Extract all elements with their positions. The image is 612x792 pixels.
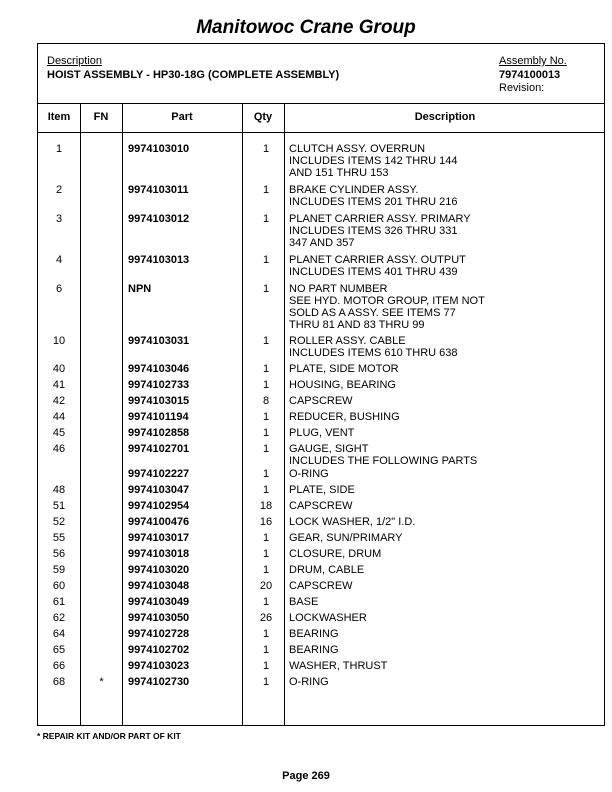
table-row: [38, 379, 604, 391]
part-number-cell: 9974103048: [128, 580, 190, 592]
description-cell: ROLLER ASSY. CABLE INCLUDES ITEMS 610 THRU 638: [289, 335, 458, 359]
table-row: [38, 612, 604, 624]
description-cell: CLUTCH ASSY. OVERRUN INCLUDES ITEMS 142 THRU 144 AND 151 THRU 153: [289, 143, 458, 179]
part-number-cell: 9974103017: [128, 532, 190, 544]
quantity-cell: 1: [262, 379, 270, 391]
table-row: [38, 395, 604, 407]
description-cell: DRUM, CABLE: [289, 564, 365, 576]
quantity-cell: 8: [262, 395, 270, 407]
item-cell: 48: [52, 484, 66, 496]
description-cell: PLATE, SIDE: [289, 484, 355, 496]
table-row: [38, 184, 604, 208]
parts-rows: [38, 139, 604, 688]
part-number-cell: 9974103020: [128, 564, 190, 576]
revision-label: Revision:: [499, 82, 545, 94]
item-cell: 1: [55, 143, 63, 155]
description-label: Description: [47, 55, 103, 67]
quantity-cell: 1: [262, 548, 270, 560]
quantity-cell: 1: [262, 484, 270, 496]
table-row: [38, 335, 604, 359]
table-row: [38, 468, 604, 480]
part-number-cell: 9974103010: [128, 143, 190, 155]
item-cell: 55: [52, 532, 66, 544]
item-cell: 68: [52, 676, 66, 688]
part-number-cell: 9974103012: [128, 213, 190, 225]
description-cell: BEARING: [289, 644, 339, 656]
quantity-cell: 1: [262, 532, 270, 544]
item-cell: 42: [52, 395, 66, 407]
table-row: [38, 443, 604, 467]
part-number-cell: NPN: [128, 283, 152, 295]
fn-cell: *: [99, 676, 104, 688]
part-number-cell: 9974103018: [128, 548, 190, 560]
footnote: * REPAIR KIT AND/OR PART OF KIT: [37, 731, 181, 741]
description-cell: O-RING: [289, 468, 329, 480]
description-cell: PLANET CARRIER ASSY. OUTPUT INCLUDES ITEMS 401 THRU 439: [289, 254, 466, 278]
description-cell: GAUGE, SIGHT INCLUDES THE FOLLOWING PARTS: [289, 443, 478, 467]
quantity-cell: 1: [262, 443, 270, 455]
quantity-cell: 1: [262, 254, 270, 266]
table-row: [38, 363, 604, 375]
quantity-cell: 1: [262, 283, 270, 295]
quantity-cell: 1: [262, 411, 270, 423]
item-cell: 66: [52, 660, 66, 672]
page-number: Page 269: [282, 770, 330, 782]
parts-list-table: [37, 43, 605, 726]
description-cell: HOUSING, BEARING: [289, 379, 396, 391]
part-number-cell: 9974103031: [128, 335, 190, 347]
table-row: [38, 628, 604, 640]
table-row: [38, 580, 604, 592]
table-row: [38, 143, 604, 179]
item-cell: 64: [52, 628, 66, 640]
part-number-cell: 9974102702: [128, 644, 190, 656]
quantity-cell: 1: [262, 363, 270, 375]
quantity-cell: 1: [262, 564, 270, 576]
table-row: [38, 660, 604, 672]
description-cell: PLANET CARRIER ASSY. PRIMARY INCLUDES ITEMS 326 THRU 331 347 AND 357: [289, 213, 471, 249]
item-cell: 4: [55, 254, 63, 266]
description-cell: BASE: [289, 596, 319, 608]
quantity-cell: 1: [262, 644, 270, 656]
column-header-description: Description: [414, 111, 476, 123]
description-cell: O-RING: [289, 676, 329, 688]
table-row: [38, 676, 604, 688]
quantity-cell: 1: [262, 660, 270, 672]
item-cell: 51: [52, 500, 66, 512]
item-cell: 56: [52, 548, 66, 560]
description-cell: LOCK WASHER, 1/2" I.D.: [289, 516, 416, 528]
item-cell: 3: [55, 213, 63, 225]
part-number-cell: 9974102730: [128, 676, 190, 688]
quantity-cell: 18: [259, 500, 273, 512]
part-number-cell: 9974101194: [128, 411, 189, 423]
item-cell: 61: [52, 596, 66, 608]
item-cell: 6: [55, 283, 63, 295]
quantity-cell: 1: [262, 468, 270, 480]
part-number-cell: 9974103011: [128, 184, 189, 196]
quantity-cell: 1: [262, 628, 270, 640]
description-cell: WASHER, THRUST: [289, 660, 388, 672]
table-row: [38, 411, 604, 423]
part-number-cell: 9974103046: [128, 363, 190, 375]
column-header-item: Item: [47, 111, 71, 123]
table-row: [38, 644, 604, 656]
table-row: [38, 427, 604, 439]
quantity-cell: 16: [259, 516, 273, 528]
part-number-cell: 9974103050: [128, 612, 190, 624]
item-cell: 10: [52, 335, 66, 347]
quantity-cell: 1: [262, 184, 270, 196]
assembly-number-value: 7974100013: [499, 69, 561, 81]
quantity-cell: 1: [262, 213, 270, 225]
description-cell: CAPSCREW: [289, 580, 353, 592]
description-cell: BEARING: [289, 628, 339, 640]
description-cell: LOCKWASHER: [289, 612, 367, 624]
item-cell: 65: [52, 644, 66, 656]
part-number-cell: 9974103013: [128, 254, 190, 266]
table-row: [38, 596, 604, 608]
column-header-part: Part: [171, 111, 193, 123]
table-row: [38, 564, 604, 576]
quantity-cell: 1: [262, 335, 270, 347]
assembly-number-label: Assembly No.: [499, 55, 567, 67]
description-cell: PLUG, VENT: [289, 427, 355, 439]
item-cell: 45: [52, 427, 66, 439]
quantity-cell: 1: [262, 676, 270, 688]
part-number-cell: 9974103047: [128, 484, 190, 496]
part-number-cell: 9974100476: [128, 516, 190, 528]
item-cell: 44: [52, 411, 66, 423]
table-row: [38, 213, 604, 249]
table-row: [38, 254, 604, 278]
quantity-cell: 1: [262, 596, 270, 608]
table-row: [38, 548, 604, 560]
item-cell: 59: [52, 564, 66, 576]
quantity-cell: 20: [259, 580, 273, 592]
table-row: [38, 283, 604, 331]
part-number-cell: 9974102728: [128, 628, 190, 640]
item-cell: 41: [52, 379, 66, 391]
quantity-cell: 26: [259, 612, 273, 624]
item-cell: 52: [52, 516, 66, 528]
table-row: [38, 532, 604, 544]
column-header-qty: Qty: [253, 111, 273, 123]
quantity-cell: 1: [262, 427, 270, 439]
table-row: [38, 516, 604, 528]
part-number-cell: 9974102733: [128, 379, 190, 391]
item-cell: 40: [52, 363, 66, 375]
page-title: Manitowoc Crane Group: [196, 17, 416, 38]
description-cell: CLOSURE, DRUM: [289, 548, 382, 560]
column-header-fn: FN: [93, 111, 109, 123]
description-cell: REDUCER, BUSHING: [289, 411, 400, 423]
description-value: HOIST ASSEMBLY - HP30-18G (COMPLETE ASSEMBLY): [47, 69, 340, 81]
part-number-cell: 9974102954: [128, 500, 190, 512]
description-cell: BRAKE CYLINDER ASSY. INCLUDES ITEMS 201 THRU 216: [289, 184, 458, 208]
part-number-cell: 9974103023: [128, 660, 190, 672]
part-number-cell: 9974102227: [128, 468, 190, 480]
table-row: [38, 484, 604, 496]
table-row: [38, 500, 604, 512]
item-cell: 60: [52, 580, 66, 592]
part-number-cell: 9974103015: [128, 395, 190, 407]
item-cell: 62: [52, 612, 66, 624]
part-number-cell: 9974102858: [128, 427, 190, 439]
description-cell: NO PART NUMBER SEE HYD. MOTOR GROUP, ITEM NOT SOLD AS A ASSY. SEE ITEMS 77 THRU 81 AND 83 THRU 99: [289, 283, 485, 331]
description-cell: CAPSCREW: [289, 395, 353, 407]
description-cell: CAPSCREW: [289, 500, 353, 512]
part-number-cell: 9974103049: [128, 596, 190, 608]
part-number-cell: 9974102701: [128, 443, 190, 455]
item-cell: 2: [55, 184, 63, 196]
quantity-cell: 1: [262, 143, 270, 155]
description-cell: PLATE, SIDE MOTOR: [289, 363, 399, 375]
item-cell: 46: [52, 443, 66, 455]
description-cell: GEAR, SUN/PRIMARY: [289, 532, 403, 544]
